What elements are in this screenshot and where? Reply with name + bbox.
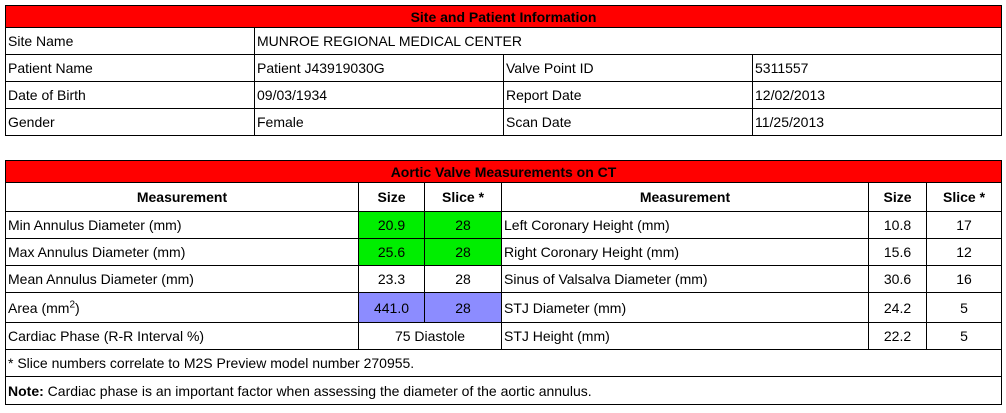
min-annulus-label: Min Annulus Diameter (mm): [6, 212, 359, 239]
col-header-measurement: Measurement: [6, 183, 359, 212]
right-coronary-label: Right Coronary Height (mm): [502, 239, 869, 266]
note-text: Cardiac phase is an important factor when assessing the diameter of the aortic annulus.: [43, 382, 592, 399]
col-header-slice: Slice *: [927, 183, 1002, 212]
table-row: [6, 293, 1002, 323]
stj-height-slice: 5: [927, 323, 1002, 350]
col-header-size: Size: [359, 183, 425, 212]
stj-diameter-size: 24.2: [869, 293, 927, 323]
scan-date-value: 11/25/2013: [753, 109, 1002, 136]
area-label: [6, 293, 359, 323]
max-annulus-slice: 28: [425, 239, 502, 266]
col-header-measurement: Measurement: [502, 183, 869, 212]
mean-annulus-slice: 28: [425, 266, 502, 293]
area-size: 441.0: [359, 293, 425, 323]
dob-value: 09/03/1934: [255, 82, 504, 109]
gender-value: Female: [255, 109, 504, 136]
cardiac-phase-label: Cardiac Phase (R-R Interval %): [6, 323, 359, 350]
right-coronary-slice: 12: [927, 239, 1002, 266]
area-label-sup: 2: [69, 298, 76, 310]
area-label-suffix: ): [75, 299, 80, 316]
slice-footnote: * Slice numbers correlate to M2S Preview model number 270955.: [6, 350, 1002, 377]
col-header-slice: Slice *: [425, 183, 502, 212]
mean-annulus-size: 23.3: [359, 266, 425, 293]
stj-diameter-label: STJ Diameter (mm): [502, 293, 869, 323]
valve-point-id-label: Valve Point ID: [504, 55, 753, 82]
cardiac-phase-value: 75 Diastole: [359, 323, 502, 350]
sinus-valsalva-size: 30.6: [869, 266, 927, 293]
site-patient-header: Site and Patient Information: [6, 6, 1002, 28]
right-coronary-size: 15.6: [869, 239, 927, 266]
gender-label: Gender: [6, 109, 255, 136]
patient-name-value: Patient J43919030G: [255, 55, 504, 82]
left-coronary-size: 10.8: [869, 212, 927, 239]
report-date-label: Report Date: [504, 82, 753, 109]
scan-date-label: Scan Date: [504, 109, 753, 136]
mean-annulus-label: Mean Annulus Diameter (mm): [6, 266, 359, 293]
area-slice: 28: [425, 293, 502, 323]
note-label: Note:: [8, 382, 44, 399]
stj-diameter-slice: 5: [927, 293, 1002, 323]
cardiac-phase-note: [6, 377, 1002, 405]
dob-label: Date of Birth: [6, 82, 255, 109]
valve-point-id-value: 5311557: [753, 55, 1002, 82]
sinus-valsalva-label: Sinus of Valsalva Diameter (mm): [502, 266, 869, 293]
sinus-valsalva-slice: 16: [927, 266, 1002, 293]
stj-height-label: STJ Height (mm): [502, 323, 869, 350]
left-coronary-slice: 17: [927, 212, 1002, 239]
stj-height-size: 22.2: [869, 323, 927, 350]
table-row: [6, 212, 1002, 239]
patient-name-label: Patient Name: [6, 55, 255, 82]
site-patient-table: [5, 5, 1002, 136]
aortic-header: Aortic Valve Measurements on CT: [6, 161, 1002, 183]
site-name-label: Site Name: [6, 28, 255, 55]
min-annulus-slice: 28: [425, 212, 502, 239]
aortic-measurements-table: [5, 160, 1002, 405]
max-annulus-size: 25.6: [359, 239, 425, 266]
site-name-value: MUNROE REGIONAL MEDICAL CENTER: [255, 28, 1002, 55]
max-annulus-label: Max Annulus Diameter (mm): [6, 239, 359, 266]
area-label-text: Area (mm: [8, 299, 70, 316]
col-header-size: Size: [869, 183, 927, 212]
report-date-value: 12/02/2013: [753, 82, 1002, 109]
table-row: [6, 323, 1002, 350]
table-row: [6, 266, 1002, 293]
table-row: [6, 239, 1002, 266]
left-coronary-label: Left Coronary Height (mm): [502, 212, 869, 239]
min-annulus-size: 20.9: [359, 212, 425, 239]
